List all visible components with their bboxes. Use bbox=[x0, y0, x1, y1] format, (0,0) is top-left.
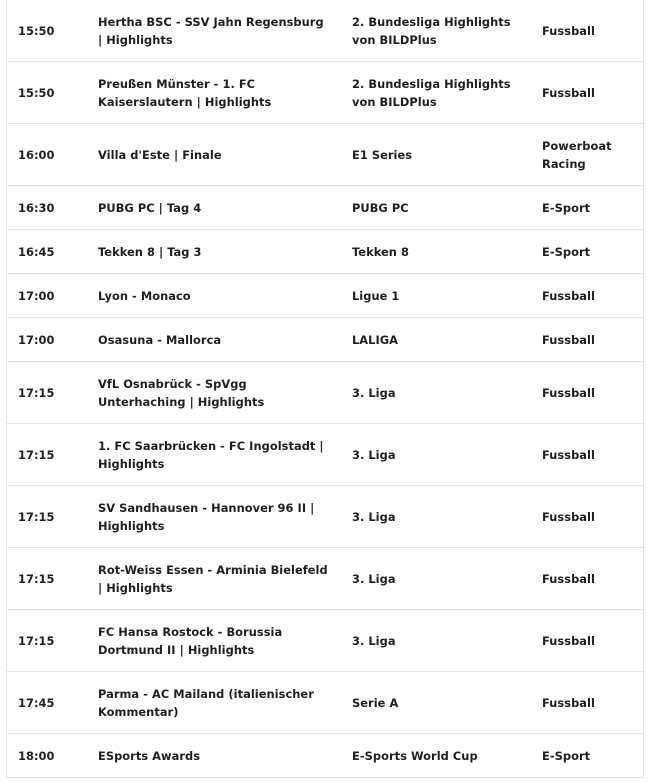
row-sport: Fussball bbox=[542, 23, 595, 38]
row-time: 17:00 bbox=[18, 288, 55, 303]
row-title: Rot-Weiss Essen - Arminia Bielefeld | Highlights bbox=[98, 562, 328, 595]
row-sport: E-Sport bbox=[542, 244, 591, 259]
row-time: 17:15 bbox=[18, 385, 55, 400]
row-time: 17:15 bbox=[18, 633, 55, 648]
table-row[interactable] bbox=[6, 274, 644, 318]
row-title: Tekken 8 | Tag 3 bbox=[98, 244, 202, 259]
row-competition: E1 Series bbox=[352, 147, 413, 162]
row-title: Lyon - Monaco bbox=[98, 288, 191, 303]
table-row[interactable] bbox=[6, 0, 644, 62]
row-competition: 3. Liga bbox=[352, 385, 396, 400]
table-row[interactable] bbox=[6, 362, 644, 424]
row-competition: Tekken 8 bbox=[352, 244, 409, 259]
row-title: Parma - AC Mailand (italienischer Kommentar) bbox=[98, 686, 314, 719]
row-sport: Fussball bbox=[542, 509, 595, 524]
row-competition: LALIGA bbox=[352, 332, 399, 347]
row-time: 18:00 bbox=[18, 748, 55, 763]
row-competition: Ligue 1 bbox=[352, 288, 400, 303]
row-sport: Fussball bbox=[542, 633, 595, 648]
row-sport: Fussball bbox=[542, 85, 595, 100]
row-sport: Fussball bbox=[542, 447, 595, 462]
table-row[interactable] bbox=[6, 672, 644, 734]
row-time: 17:15 bbox=[18, 447, 55, 462]
row-competition: 2. Bundesliga Highlights von BILDPlus bbox=[352, 76, 511, 109]
table-row[interactable] bbox=[6, 318, 644, 362]
row-sport: Fussball bbox=[542, 332, 595, 347]
table-row[interactable] bbox=[6, 734, 644, 778]
row-time: 15:50 bbox=[18, 85, 55, 100]
table-row[interactable] bbox=[6, 230, 644, 274]
row-competition: Serie A bbox=[352, 695, 399, 710]
row-sport: Fussball bbox=[542, 385, 595, 400]
row-sport: Fussball bbox=[542, 571, 595, 586]
row-sport: E-Sport bbox=[542, 200, 591, 215]
row-title: SV Sandhausen - Hannover 96 II | Highlights bbox=[98, 500, 315, 533]
row-time: 16:45 bbox=[18, 244, 55, 259]
row-sport: Powerboat Racing bbox=[542, 138, 612, 171]
row-title: Villa d'Este | Finale bbox=[98, 147, 222, 162]
row-competition: 2. Bundesliga Highlights von BILDPlus bbox=[352, 14, 511, 47]
row-competition: 3. Liga bbox=[352, 509, 396, 524]
row-time: 16:00 bbox=[18, 147, 55, 162]
row-title: FC Hansa Rostock - Borussia Dortmund II | Highlights bbox=[98, 624, 283, 657]
row-competition: E-Sports World Cup bbox=[352, 748, 478, 763]
row-title: Hertha BSC - SSV Jahn Regensburg | Highlights bbox=[98, 14, 324, 47]
row-time: 15:50 bbox=[18, 23, 55, 38]
row-title: Osasuna - Mallorca bbox=[98, 332, 222, 347]
row-title: 1. FC Saarbrücken - FC Ingolstadt | Highlights bbox=[98, 438, 324, 471]
table-row[interactable] bbox=[6, 62, 644, 124]
row-title: Preußen Münster - 1. FC Kaiserslautern | Highlights bbox=[98, 76, 272, 109]
row-title: PUBG PC | Tag 4 bbox=[98, 200, 202, 215]
row-time: 16:30 bbox=[18, 200, 55, 215]
row-sport: Fussball bbox=[542, 288, 595, 303]
row-title: ESports Awards bbox=[98, 748, 201, 763]
row-time: 17:45 bbox=[18, 695, 55, 710]
table-row[interactable] bbox=[6, 124, 644, 186]
table-row[interactable] bbox=[6, 610, 644, 672]
table-row[interactable] bbox=[6, 186, 644, 230]
row-competition: PUBG PC bbox=[352, 200, 409, 215]
row-competition: 3. Liga bbox=[352, 633, 396, 648]
row-title: VfL Osnabrück - SpVgg Unterhaching | Highlights bbox=[98, 376, 265, 409]
row-competition: 3. Liga bbox=[352, 571, 396, 586]
table-row[interactable] bbox=[6, 424, 644, 486]
row-sport: Fussball bbox=[542, 695, 595, 710]
row-time: 17:15 bbox=[18, 571, 55, 586]
row-competition: 3. Liga bbox=[352, 447, 396, 462]
row-sport: E-Sport bbox=[542, 748, 591, 763]
table-row[interactable] bbox=[6, 548, 644, 610]
row-time: 17:00 bbox=[18, 332, 55, 347]
table-row[interactable] bbox=[6, 486, 644, 548]
row-time: 17:15 bbox=[18, 509, 55, 524]
